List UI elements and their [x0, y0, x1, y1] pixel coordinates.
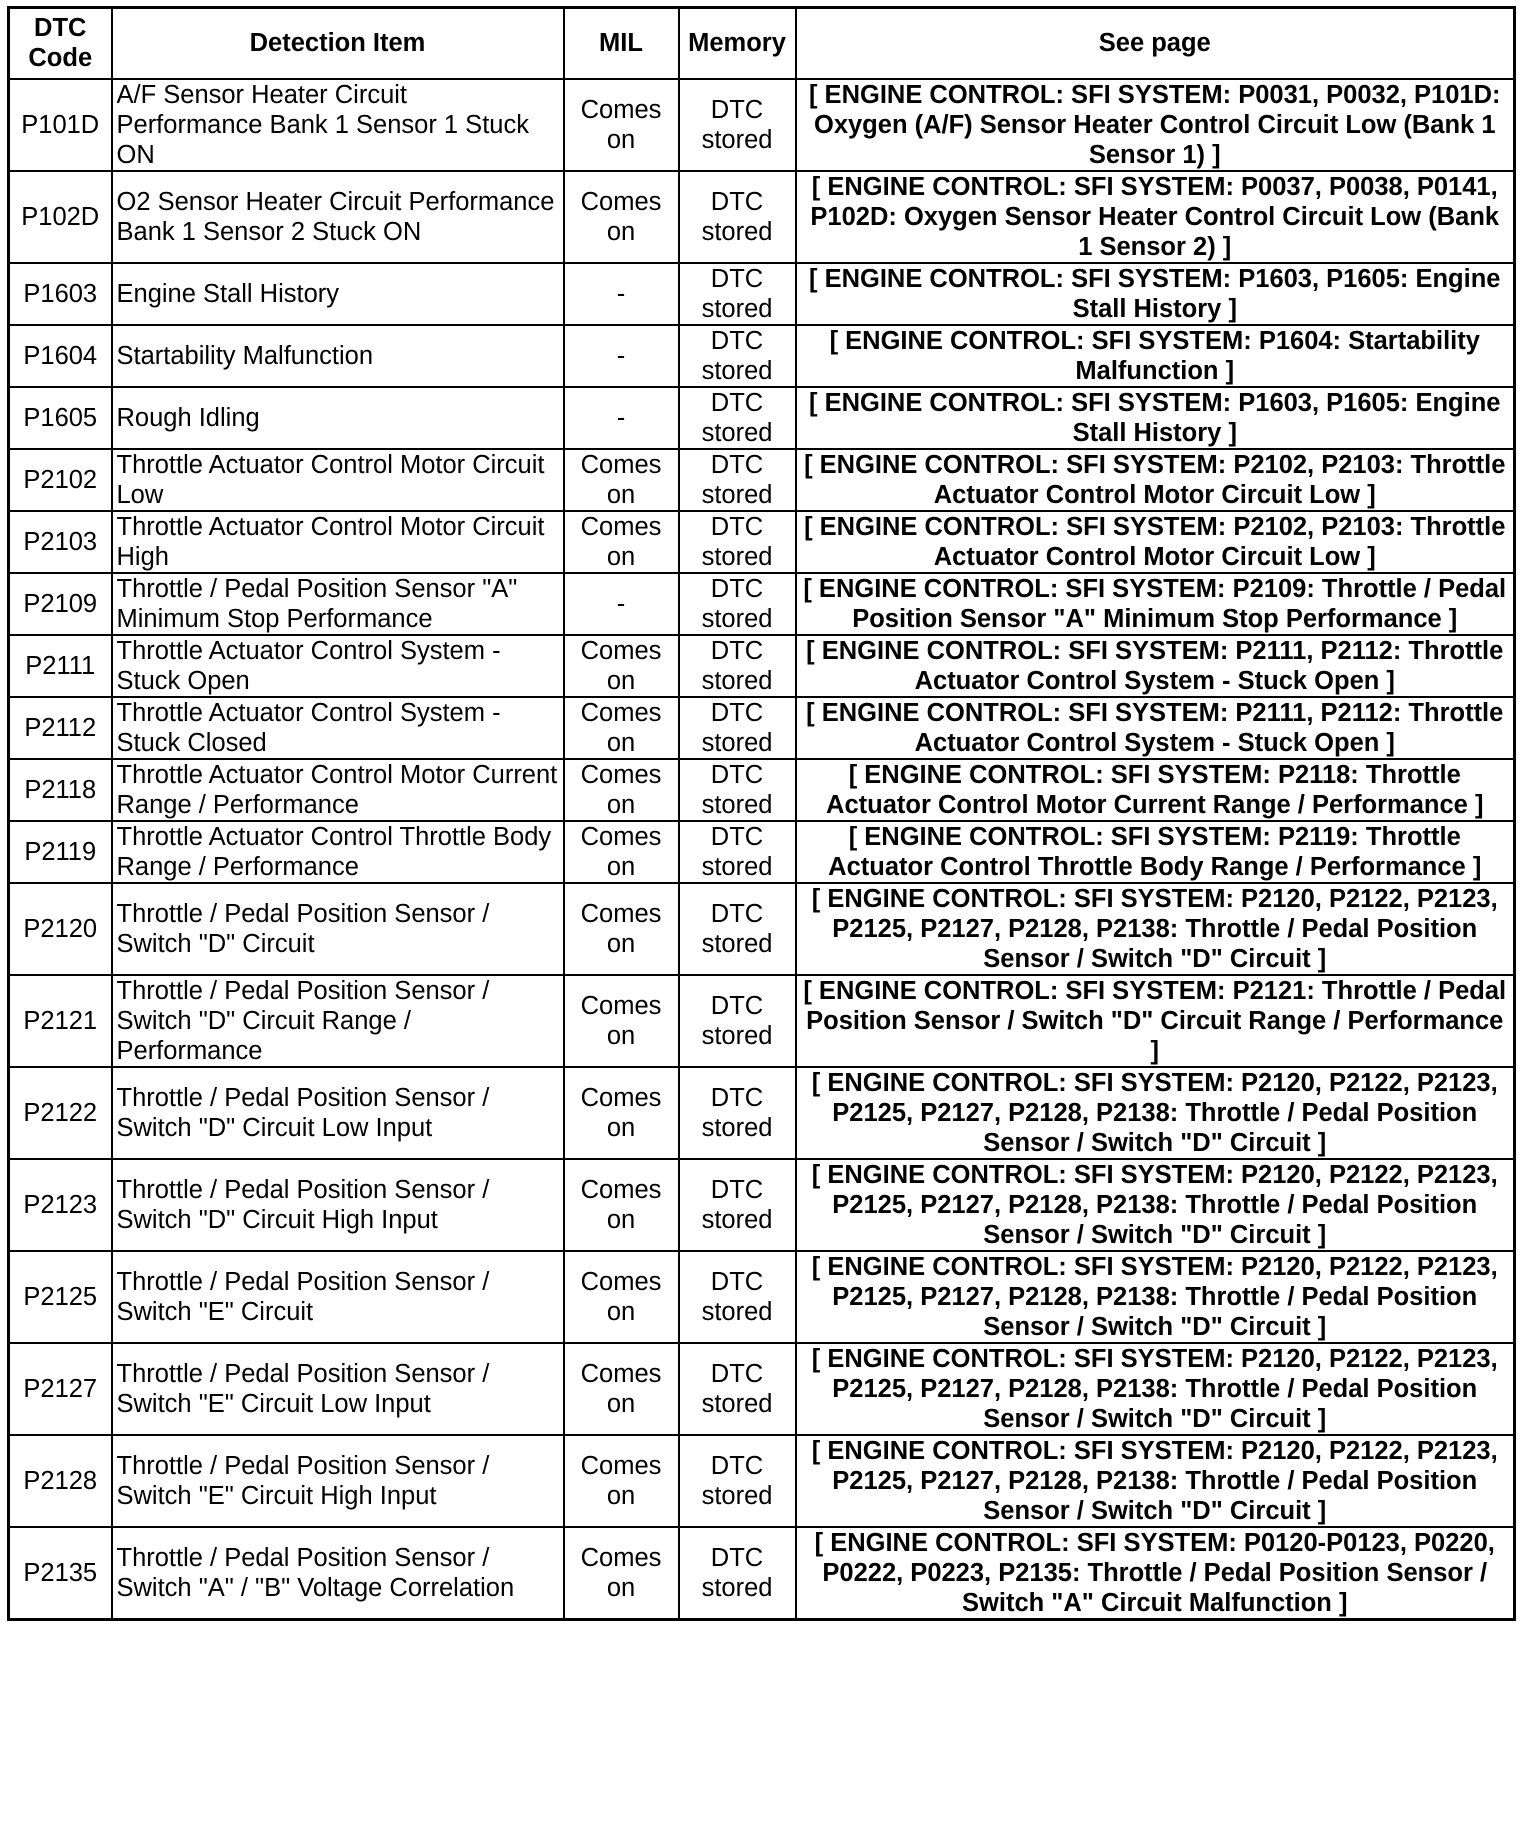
detection-item-cell: Throttle / Pedal Position Sensor / Switch "D" Circuit Range / Performance: [112, 975, 564, 1067]
dtc-code-cell: P2119: [9, 821, 112, 883]
see-page-cell: [ ENGINE CONTROL: SFI SYSTEM: P0031, P0032, P101D: Oxygen (A/F) Sensor Heater Control Circuit Low (Bank 1 Sensor 1) ]: [796, 79, 1515, 171]
see-page-cell: [ ENGINE CONTROL: SFI SYSTEM: P1603, P1605: Engine Stall History ]: [796, 387, 1515, 449]
memory-cell: DTC stored: [679, 697, 796, 759]
memory-cell: DTC stored: [679, 325, 796, 387]
dtc-code-cell: P2109: [9, 573, 112, 635]
dtc-code-cell: P2122: [9, 1067, 112, 1159]
see-page-cell: [ ENGINE CONTROL: SFI SYSTEM: P2111, P2112: Throttle Actuator Control System - Stuck Open ]: [796, 697, 1515, 759]
table-row: [9, 511, 1515, 573]
mil-cell: -: [564, 387, 679, 449]
mil-cell: Comes on: [564, 1343, 679, 1435]
mil-cell: Comes on: [564, 171, 679, 263]
table-body: [9, 79, 1515, 1620]
table-row: [9, 263, 1515, 325]
header-memory: Memory: [679, 8, 796, 79]
dtc-code-cell: P2123: [9, 1159, 112, 1251]
dtc-code-cell: P2127: [9, 1343, 112, 1435]
detection-item-cell: Throttle Actuator Control Motor Circuit Low: [112, 449, 564, 511]
table-row: [9, 573, 1515, 635]
table-row: [9, 1067, 1515, 1159]
see-page-cell: [ ENGINE CONTROL: SFI SYSTEM: P2121: Throttle / Pedal Position Sensor / Switch "D" Circuit Range / Performance ]: [796, 975, 1515, 1067]
table-row: [9, 449, 1515, 511]
dtc-code-cell: P2118: [9, 759, 112, 821]
detection-item-cell: Throttle Actuator Control System - Stuck Open: [112, 635, 564, 697]
table-row: [9, 821, 1515, 883]
dtc-code-cell: P2102: [9, 449, 112, 511]
detection-item-cell: Throttle Actuator Control Throttle Body Range / Performance: [112, 821, 564, 883]
dtc-code-cell: P2112: [9, 697, 112, 759]
table-row: [9, 387, 1515, 449]
detection-item-cell: Throttle Actuator Control Motor Current Range / Performance: [112, 759, 564, 821]
mil-cell: Comes on: [564, 759, 679, 821]
memory-cell: DTC stored: [679, 1067, 796, 1159]
detection-item-cell: A/F Sensor Heater Circuit Performance Bank 1 Sensor 1 Stuck ON: [112, 79, 564, 171]
memory-cell: DTC stored: [679, 1159, 796, 1251]
mil-cell: -: [564, 325, 679, 387]
header-detection-item: Detection Item: [112, 8, 564, 79]
mil-cell: -: [564, 573, 679, 635]
table-row: [9, 1251, 1515, 1343]
mil-cell: Comes on: [564, 1527, 679, 1620]
mil-cell: Comes on: [564, 1159, 679, 1251]
mil-cell: Comes on: [564, 1435, 679, 1527]
memory-cell: DTC stored: [679, 1435, 796, 1527]
table-row: [9, 79, 1515, 171]
dtc-code-cell: P2120: [9, 883, 112, 975]
detection-item-cell: Throttle / Pedal Position Sensor / Switch "D" Circuit High Input: [112, 1159, 564, 1251]
header-mil: MIL: [564, 8, 679, 79]
see-page-cell: [ ENGINE CONTROL: SFI SYSTEM: P2120, P2122, P2123, P2125, P2127, P2128, P2138: Throttle / Pedal Position Sensor / Switch "D" Circuit ]: [796, 1435, 1515, 1527]
table-row: [9, 171, 1515, 263]
detection-item-cell: Rough Idling: [112, 387, 564, 449]
mil-cell: Comes on: [564, 511, 679, 573]
detection-item-cell: Throttle Actuator Control System - Stuck Closed: [112, 697, 564, 759]
memory-cell: DTC stored: [679, 635, 796, 697]
detection-item-cell: Throttle / Pedal Position Sensor / Switch "A" / "B" Voltage Correlation: [112, 1527, 564, 1620]
memory-cell: DTC stored: [679, 387, 796, 449]
header-dtc-code: DTC Code: [9, 8, 112, 79]
detection-item-cell: Throttle / Pedal Position Sensor "A" Minimum Stop Performance: [112, 573, 564, 635]
mil-cell: Comes on: [564, 1251, 679, 1343]
see-page-cell: [ ENGINE CONTROL: SFI SYSTEM: P2120, P2122, P2123, P2125, P2127, P2128, P2138: Throttle / Pedal Position Sensor / Switch "D" Circuit ]: [796, 1067, 1515, 1159]
memory-cell: DTC stored: [679, 79, 796, 171]
mil-cell: Comes on: [564, 79, 679, 171]
mil-cell: Comes on: [564, 449, 679, 511]
memory-cell: DTC stored: [679, 883, 796, 975]
see-page-cell: [ ENGINE CONTROL: SFI SYSTEM: P2102, P2103: Throttle Actuator Control Motor Circuit Low ]: [796, 449, 1515, 511]
memory-cell: DTC stored: [679, 1527, 796, 1620]
dtc-code-cell: P2111: [9, 635, 112, 697]
dtc-code-cell: P1603: [9, 263, 112, 325]
mil-cell: Comes on: [564, 1067, 679, 1159]
see-page-cell: [ ENGINE CONTROL: SFI SYSTEM: P2119: Throttle Actuator Control Throttle Body Range / Performance ]: [796, 821, 1515, 883]
detection-item-cell: Throttle Actuator Control Motor Circuit High: [112, 511, 564, 573]
detection-item-cell: Throttle / Pedal Position Sensor / Switch "D" Circuit: [112, 883, 564, 975]
detection-item-cell: Throttle / Pedal Position Sensor / Switch "E" Circuit: [112, 1251, 564, 1343]
table-row: [9, 1159, 1515, 1251]
see-page-cell: [ ENGINE CONTROL: SFI SYSTEM: P2120, P2122, P2123, P2125, P2127, P2128, P2138: Throttle / Pedal Position Sensor / Switch "D" Circuit ]: [796, 1251, 1515, 1343]
dtc-code-cell: P102D: [9, 171, 112, 263]
see-page-cell: [ ENGINE CONTROL: SFI SYSTEM: P1603, P1605: Engine Stall History ]: [796, 263, 1515, 325]
table-row: [9, 1527, 1515, 1620]
memory-cell: DTC stored: [679, 759, 796, 821]
dtc-code-cell: P2103: [9, 511, 112, 573]
memory-cell: DTC stored: [679, 573, 796, 635]
see-page-cell: [ ENGINE CONTROL: SFI SYSTEM: P1604: Startability Malfunction ]: [796, 325, 1515, 387]
see-page-cell: [ ENGINE CONTROL: SFI SYSTEM: P2111, P2112: Throttle Actuator Control System - Stuck Open ]: [796, 635, 1515, 697]
memory-cell: DTC stored: [679, 975, 796, 1067]
dtc-table: [7, 6, 1516, 1621]
mil-cell: Comes on: [564, 821, 679, 883]
dtc-code-cell: P2135: [9, 1527, 112, 1620]
dtc-code-cell: P2128: [9, 1435, 112, 1527]
mil-cell: Comes on: [564, 883, 679, 975]
table-row: [9, 1435, 1515, 1527]
dtc-code-cell: P2121: [9, 975, 112, 1067]
see-page-cell: [ ENGINE CONTROL: SFI SYSTEM: P2102, P2103: Throttle Actuator Control Motor Circuit Low ]: [796, 511, 1515, 573]
table-row: [9, 635, 1515, 697]
mil-cell: -: [564, 263, 679, 325]
dtc-code-cell: P101D: [9, 79, 112, 171]
table-row: [9, 325, 1515, 387]
dtc-code-cell: P1605: [9, 387, 112, 449]
memory-cell: DTC stored: [679, 449, 796, 511]
see-page-cell: [ ENGINE CONTROL: SFI SYSTEM: P0120-P0123, P0220, P0222, P0223, P2135: Throttle / Pedal Position Sensor / Switch "A" Circuit Malfunction ]: [796, 1527, 1515, 1620]
table-row: [9, 883, 1515, 975]
detection-item-cell: Throttle / Pedal Position Sensor / Switch "E" Circuit High Input: [112, 1435, 564, 1527]
see-page-cell: [ ENGINE CONTROL: SFI SYSTEM: P2109: Throttle / Pedal Position Sensor "A" Minimum Stop Performance ]: [796, 573, 1515, 635]
see-page-cell: [ ENGINE CONTROL: SFI SYSTEM: P2120, P2122, P2123, P2125, P2127, P2128, P2138: Throttle / Pedal Position Sensor / Switch "D" Circuit ]: [796, 1343, 1515, 1435]
table-row: [9, 759, 1515, 821]
mil-cell: Comes on: [564, 635, 679, 697]
memory-cell: DTC stored: [679, 1343, 796, 1435]
memory-cell: DTC stored: [679, 821, 796, 883]
table-row: [9, 1343, 1515, 1435]
table-row: [9, 697, 1515, 759]
table-row: [9, 975, 1515, 1067]
detection-item-cell: Throttle / Pedal Position Sensor / Switch "E" Circuit Low Input: [112, 1343, 564, 1435]
see-page-cell: [ ENGINE CONTROL: SFI SYSTEM: P2120, P2122, P2123, P2125, P2127, P2128, P2138: Throttle / Pedal Position Sensor / Switch "D" Circuit ]: [796, 883, 1515, 975]
mil-cell: Comes on: [564, 975, 679, 1067]
see-page-cell: [ ENGINE CONTROL: SFI SYSTEM: P2118: Throttle Actuator Control Motor Current Range / Performance ]: [796, 759, 1515, 821]
detection-item-cell: O2 Sensor Heater Circuit Performance Bank 1 Sensor 2 Stuck ON: [112, 171, 564, 263]
memory-cell: DTC stored: [679, 511, 796, 573]
detection-item-cell: Throttle / Pedal Position Sensor / Switch "D" Circuit Low Input: [112, 1067, 564, 1159]
dtc-code-cell: P1604: [9, 325, 112, 387]
table-header-row: [9, 8, 1515, 79]
mil-cell: Comes on: [564, 697, 679, 759]
dtc-code-cell: P2125: [9, 1251, 112, 1343]
memory-cell: DTC stored: [679, 1251, 796, 1343]
see-page-cell: [ ENGINE CONTROL: SFI SYSTEM: P2120, P2122, P2123, P2125, P2127, P2128, P2138: Throttle / Pedal Position Sensor / Switch "D" Circuit ]: [796, 1159, 1515, 1251]
detection-item-cell: Engine Stall History: [112, 263, 564, 325]
header-see-page: See page: [796, 8, 1515, 79]
see-page-cell: [ ENGINE CONTROL: SFI SYSTEM: P0037, P0038, P0141, P102D: Oxygen Sensor Heater Control Circuit Low (Bank 1 Sensor 2) ]: [796, 171, 1515, 263]
memory-cell: DTC stored: [679, 171, 796, 263]
detection-item-cell: Startability Malfunction: [112, 325, 564, 387]
memory-cell: DTC stored: [679, 263, 796, 325]
